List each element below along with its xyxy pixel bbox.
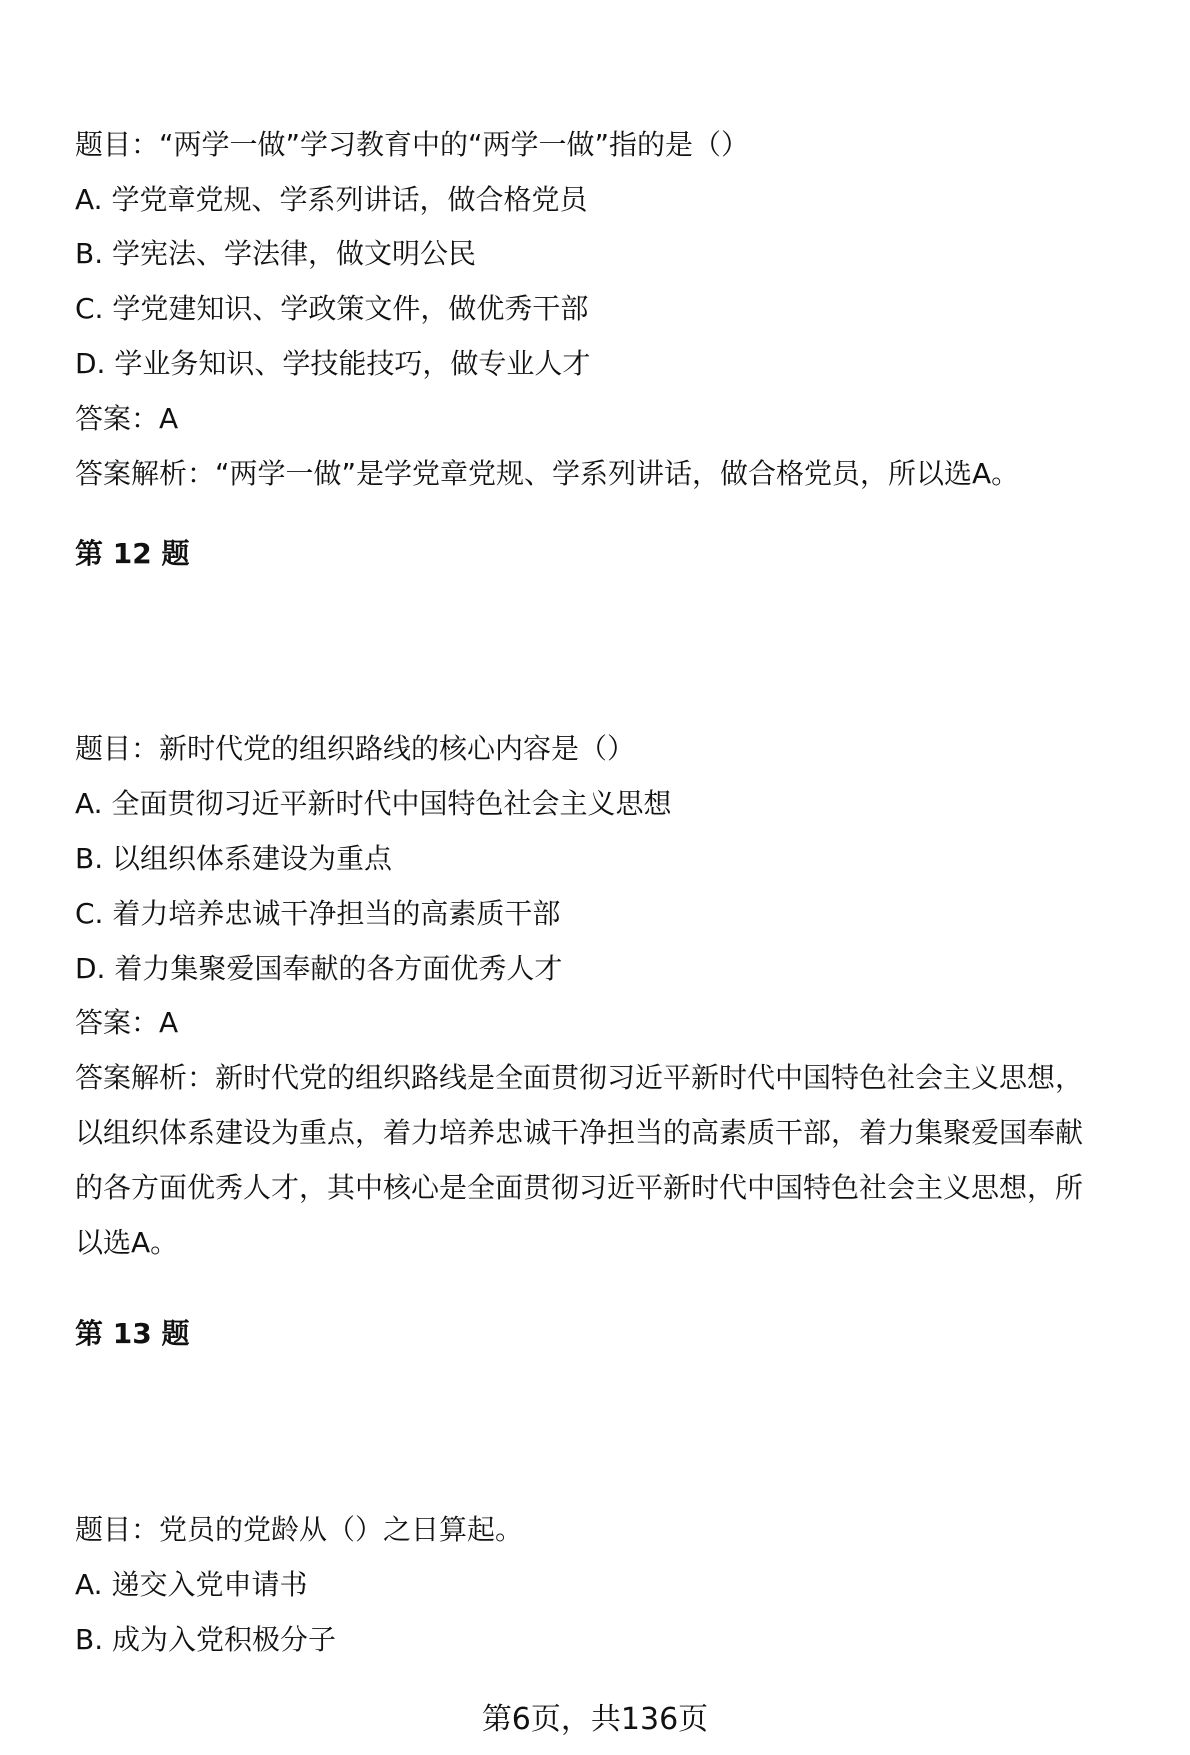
question-13-option-b: B. 成为入党积极分子 <box>75 1623 337 1656</box>
question-12-heading: 第 12 题 <box>75 537 190 570</box>
question-11-option-c: C. 学党建知识、学政策文件，做优秀干部 <box>75 292 589 325</box>
question-12-option-d: D. 着力集聚爱国奉献的各方面优秀人才 <box>75 952 563 985</box>
question-13-text: 题目：党员的党龄从（）之日算起。 <box>75 1513 524 1546</box>
question-11-text: 题目：“两学一做”学习教育中的“两学一做”指的是（） <box>75 128 750 161</box>
question-12-option-c: C. 着力培养忠诚干净担当的高素质干部 <box>75 897 561 930</box>
question-13-heading: 第 13 题 <box>75 1317 190 1350</box>
page-number-footer: 第6页，共136页 <box>481 1702 709 1737</box>
question-12-text: 题目：新时代党的组织路线的核心内容是（） <box>75 732 636 765</box>
question-12-analysis-line-1: 答案解析：新时代党的组织路线是全面贯彻习近平新时代中国特色社会主义思想， <box>75 1061 1084 1094</box>
question-12-option-a: A. 全面贯彻习近平新时代中国特色社会主义思想 <box>75 787 672 820</box>
question-12-option-b: B. 以组织体系建设为重点 <box>75 842 393 875</box>
question-11-answer: 答案：A <box>75 402 179 435</box>
question-11-option-b: B. 学宪法、学法律，做文明公民 <box>75 237 477 270</box>
question-12-analysis-line-4: 以选A。 <box>75 1226 179 1259</box>
question-11-analysis: 答案解析：“两学一做”是学党章党规、学系列讲话，做合格党员，所以选A。 <box>75 457 1020 490</box>
question-11-option-d: D. 学业务知识、学技能技巧，做专业人才 <box>75 347 591 380</box>
question-13-option-a: A. 递交入党申请书 <box>75 1568 308 1601</box>
question-12-analysis-line-2: 以组织体系建设为重点，着力培养忠诚干净担当的高素质干部，着力集聚爱国奉献 <box>75 1116 1084 1149</box>
question-11-option-a: A. 学党章党规、学系列讲话，做合格党员 <box>75 183 588 216</box>
question-12-analysis-line-3: 的各方面优秀人才，其中核心是全面贯彻习近平新时代中国特色社会主义思想，所 <box>75 1171 1084 1204</box>
question-12-answer: 答案：A <box>75 1006 179 1039</box>
